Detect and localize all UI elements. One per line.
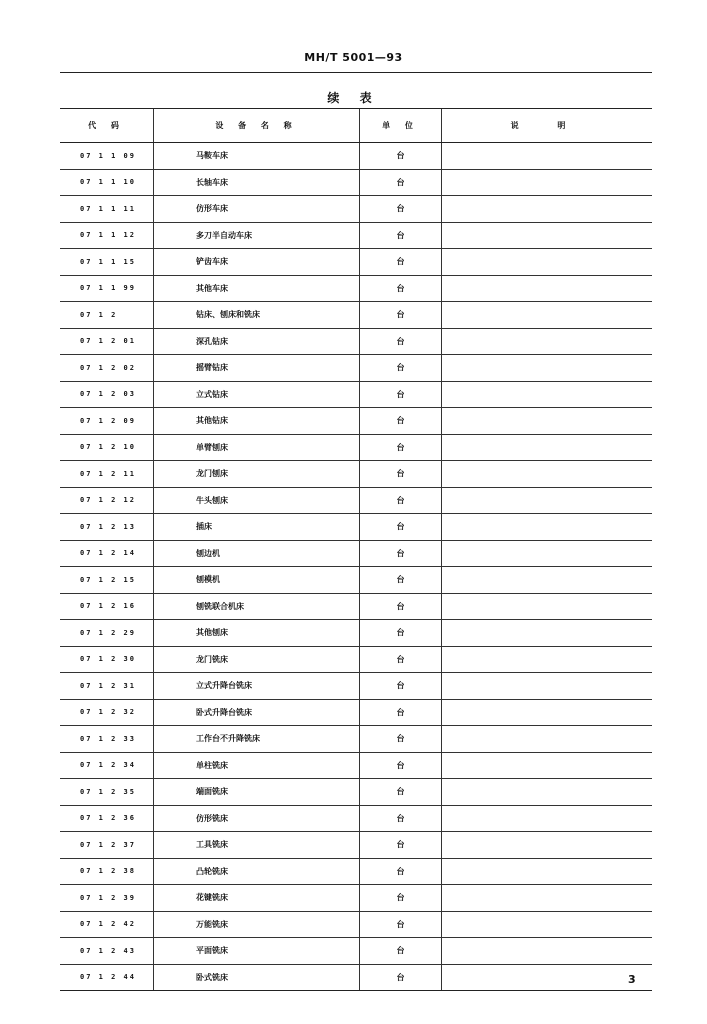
unit-cell: 台 bbox=[360, 965, 442, 991]
table-row bbox=[60, 514, 652, 541]
unit-cell: 台 bbox=[360, 408, 442, 434]
name-cell: 龙门刨床 bbox=[154, 461, 360, 487]
code-cell: 07 1 2 02 bbox=[60, 355, 154, 381]
code-cell: 07 1 1 10 bbox=[60, 170, 154, 196]
unit-cell: 台 bbox=[360, 806, 442, 832]
table-row bbox=[60, 673, 652, 700]
unit-cell: 台 bbox=[360, 170, 442, 196]
unit-cell: 台 bbox=[360, 249, 442, 275]
note-cell bbox=[442, 382, 652, 408]
name-cell: 卧式铣床 bbox=[154, 965, 360, 991]
unit-cell: 台 bbox=[360, 196, 442, 222]
table-row bbox=[60, 329, 652, 356]
name-cell: 万能铣床 bbox=[154, 912, 360, 938]
note-cell bbox=[442, 514, 652, 540]
code-cell: 07 1 2 11 bbox=[60, 461, 154, 487]
code-cell: 07 1 1 12 bbox=[60, 223, 154, 249]
note-cell bbox=[442, 965, 652, 991]
unit-cell: 台 bbox=[360, 673, 442, 699]
unit-cell: 台 bbox=[360, 488, 442, 514]
name-cell: 深孔钻床 bbox=[154, 329, 360, 355]
name-cell: 仿形铣床 bbox=[154, 806, 360, 832]
note-cell bbox=[442, 488, 652, 514]
code-cell: 07 1 2 12 bbox=[60, 488, 154, 514]
code-cell: 07 1 1 09 bbox=[60, 143, 154, 169]
table-row bbox=[60, 700, 652, 727]
name-cell: 工具铣床 bbox=[154, 832, 360, 858]
table-row bbox=[60, 249, 652, 276]
code-cell: 07 1 2 32 bbox=[60, 700, 154, 726]
name-cell: 其他车床 bbox=[154, 276, 360, 302]
table-body bbox=[60, 143, 652, 990]
unit-cell: 台 bbox=[360, 143, 442, 169]
unit-cell: 台 bbox=[360, 329, 442, 355]
name-cell: 仿形车床 bbox=[154, 196, 360, 222]
code-cell: 07 1 2 03 bbox=[60, 382, 154, 408]
table-row bbox=[60, 435, 652, 462]
code-cell: 07 1 2 01 bbox=[60, 329, 154, 355]
name-cell: 刨铣联合机床 bbox=[154, 594, 360, 620]
note-cell bbox=[442, 859, 652, 885]
note-cell bbox=[442, 779, 652, 805]
table-row bbox=[60, 594, 652, 621]
note-cell bbox=[442, 223, 652, 249]
name-cell: 长轴车床 bbox=[154, 170, 360, 196]
unit-cell: 台 bbox=[360, 461, 442, 487]
name-cell: 马鞍车床 bbox=[154, 143, 360, 169]
note-cell bbox=[442, 435, 652, 461]
code-cell: 07 1 2 38 bbox=[60, 859, 154, 885]
note-cell bbox=[442, 170, 652, 196]
table-row bbox=[60, 647, 652, 674]
table-row bbox=[60, 859, 652, 886]
code-cell: 07 1 2 16 bbox=[60, 594, 154, 620]
table-row bbox=[60, 912, 652, 939]
unit-cell: 台 bbox=[360, 753, 442, 779]
note-cell bbox=[442, 276, 652, 302]
code-cell: 07 1 2 10 bbox=[60, 435, 154, 461]
name-cell: 刨边机 bbox=[154, 541, 360, 567]
equipment-table bbox=[60, 108, 652, 991]
note-cell bbox=[442, 912, 652, 938]
code-cell: 07 1 2 37 bbox=[60, 832, 154, 858]
table-row bbox=[60, 620, 652, 647]
note-cell bbox=[442, 541, 652, 567]
code-cell: 07 1 2 34 bbox=[60, 753, 154, 779]
name-cell: 刨模机 bbox=[154, 567, 360, 593]
note-cell bbox=[442, 196, 652, 222]
unit-cell: 台 bbox=[360, 435, 442, 461]
name-cell: 摇臂钻床 bbox=[154, 355, 360, 381]
column-header-unit: 单 位 bbox=[360, 109, 442, 142]
code-cell: 07 1 2 43 bbox=[60, 938, 154, 964]
code-cell: 07 1 2 29 bbox=[60, 620, 154, 646]
note-cell bbox=[442, 832, 652, 858]
table-row bbox=[60, 832, 652, 859]
header-rule bbox=[60, 72, 652, 73]
code-cell: 07 1 2 35 bbox=[60, 779, 154, 805]
unit-cell: 台 bbox=[360, 647, 442, 673]
unit-cell: 台 bbox=[360, 594, 442, 620]
name-cell: 端面铣床 bbox=[154, 779, 360, 805]
unit-cell: 台 bbox=[360, 355, 442, 381]
table-row bbox=[60, 488, 652, 515]
code-cell: 07 1 1 15 bbox=[60, 249, 154, 275]
name-cell: 立式钻床 bbox=[154, 382, 360, 408]
table-row bbox=[60, 196, 652, 223]
note-cell bbox=[442, 461, 652, 487]
column-header-name: 设 备 名 称 bbox=[154, 109, 360, 142]
table-row bbox=[60, 753, 652, 780]
name-cell: 其他刨床 bbox=[154, 620, 360, 646]
name-cell: 铲齿车床 bbox=[154, 249, 360, 275]
table-row bbox=[60, 567, 652, 594]
note-cell bbox=[442, 408, 652, 434]
note-cell bbox=[442, 249, 652, 275]
standard-code: MH/T 5001—93 bbox=[304, 51, 403, 64]
name-cell: 其他钻床 bbox=[154, 408, 360, 434]
unit-cell: 台 bbox=[360, 514, 442, 540]
table-row bbox=[60, 223, 652, 250]
note-cell bbox=[442, 620, 652, 646]
note-cell bbox=[442, 567, 652, 593]
unit-cell: 台 bbox=[360, 938, 442, 964]
unit-cell: 台 bbox=[360, 620, 442, 646]
name-cell: 平面铣床 bbox=[154, 938, 360, 964]
name-cell: 花键铣床 bbox=[154, 885, 360, 911]
table-row bbox=[60, 355, 652, 382]
table-row bbox=[60, 726, 652, 753]
name-cell: 单柱铣床 bbox=[154, 753, 360, 779]
table-row bbox=[60, 143, 652, 170]
note-cell bbox=[442, 673, 652, 699]
table-row bbox=[60, 885, 652, 912]
note-cell bbox=[442, 726, 652, 752]
table-header-row bbox=[60, 109, 652, 143]
note-cell bbox=[442, 885, 652, 911]
name-cell: 牛头刨床 bbox=[154, 488, 360, 514]
column-header-note: 说 明 bbox=[510, 121, 584, 130]
code-cell: 07 1 2 44 bbox=[60, 965, 154, 991]
unit-cell: 台 bbox=[360, 223, 442, 249]
unit-cell: 台 bbox=[360, 912, 442, 938]
table-row bbox=[60, 965, 652, 991]
unit-cell: 台 bbox=[360, 885, 442, 911]
unit-cell: 台 bbox=[360, 567, 442, 593]
unit-cell: 台 bbox=[360, 276, 442, 302]
code-cell: 07 1 2 33 bbox=[60, 726, 154, 752]
table-row bbox=[60, 382, 652, 409]
code-cell: 07 1 2 31 bbox=[60, 673, 154, 699]
code-cell: 07 1 2 42 bbox=[60, 912, 154, 938]
unit-cell: 台 bbox=[360, 779, 442, 805]
table-row bbox=[60, 302, 652, 329]
unit-cell: 台 bbox=[360, 832, 442, 858]
name-cell: 插床 bbox=[154, 514, 360, 540]
name-cell: 凸轮铣床 bbox=[154, 859, 360, 885]
name-cell: 工作台不升降铣床 bbox=[154, 726, 360, 752]
code-cell: 07 1 2 39 bbox=[60, 885, 154, 911]
unit-cell: 台 bbox=[360, 726, 442, 752]
table-row bbox=[60, 541, 652, 568]
table-row bbox=[60, 276, 652, 303]
code-cell: 07 1 2 15 bbox=[60, 567, 154, 593]
unit-cell: 台 bbox=[360, 859, 442, 885]
name-cell: 钻床、刨床和铣床 bbox=[154, 302, 360, 328]
name-cell: 单臂刨床 bbox=[154, 435, 360, 461]
table-row bbox=[60, 779, 652, 806]
code-cell: 07 1 2 bbox=[60, 302, 154, 328]
note-cell bbox=[442, 302, 652, 328]
code-cell: 07 1 2 30 bbox=[60, 647, 154, 673]
code-cell: 07 1 2 14 bbox=[60, 541, 154, 567]
table-row bbox=[60, 170, 652, 197]
unit-cell: 台 bbox=[360, 382, 442, 408]
code-cell: 07 1 2 36 bbox=[60, 806, 154, 832]
unit-cell: 台 bbox=[360, 302, 442, 328]
column-header-code: 代 码 bbox=[60, 109, 154, 142]
table-row bbox=[60, 938, 652, 965]
note-cell bbox=[442, 806, 652, 832]
name-cell: 立式升降台铣床 bbox=[154, 673, 360, 699]
note-cell bbox=[442, 594, 652, 620]
code-cell: 07 1 2 09 bbox=[60, 408, 154, 434]
name-cell: 卧式升降台铣床 bbox=[154, 700, 360, 726]
name-cell: 多刀半自动车床 bbox=[154, 223, 360, 249]
code-cell: 07 1 1 11 bbox=[60, 196, 154, 222]
table-row bbox=[60, 461, 652, 488]
name-cell: 龙门铣床 bbox=[154, 647, 360, 673]
note-cell bbox=[442, 753, 652, 779]
note-cell bbox=[442, 329, 652, 355]
table-row bbox=[60, 408, 652, 435]
note-cell bbox=[442, 355, 652, 381]
note-cell bbox=[442, 938, 652, 964]
note-cell bbox=[442, 143, 652, 169]
page-number: 3 bbox=[628, 973, 636, 986]
unit-cell: 台 bbox=[360, 541, 442, 567]
code-cell: 07 1 1 99 bbox=[60, 276, 154, 302]
note-cell bbox=[442, 700, 652, 726]
code-cell: 07 1 2 13 bbox=[60, 514, 154, 540]
note-cell bbox=[442, 647, 652, 673]
table-row bbox=[60, 806, 652, 833]
unit-cell: 台 bbox=[360, 700, 442, 726]
table-title: 续 表 bbox=[327, 91, 380, 105]
